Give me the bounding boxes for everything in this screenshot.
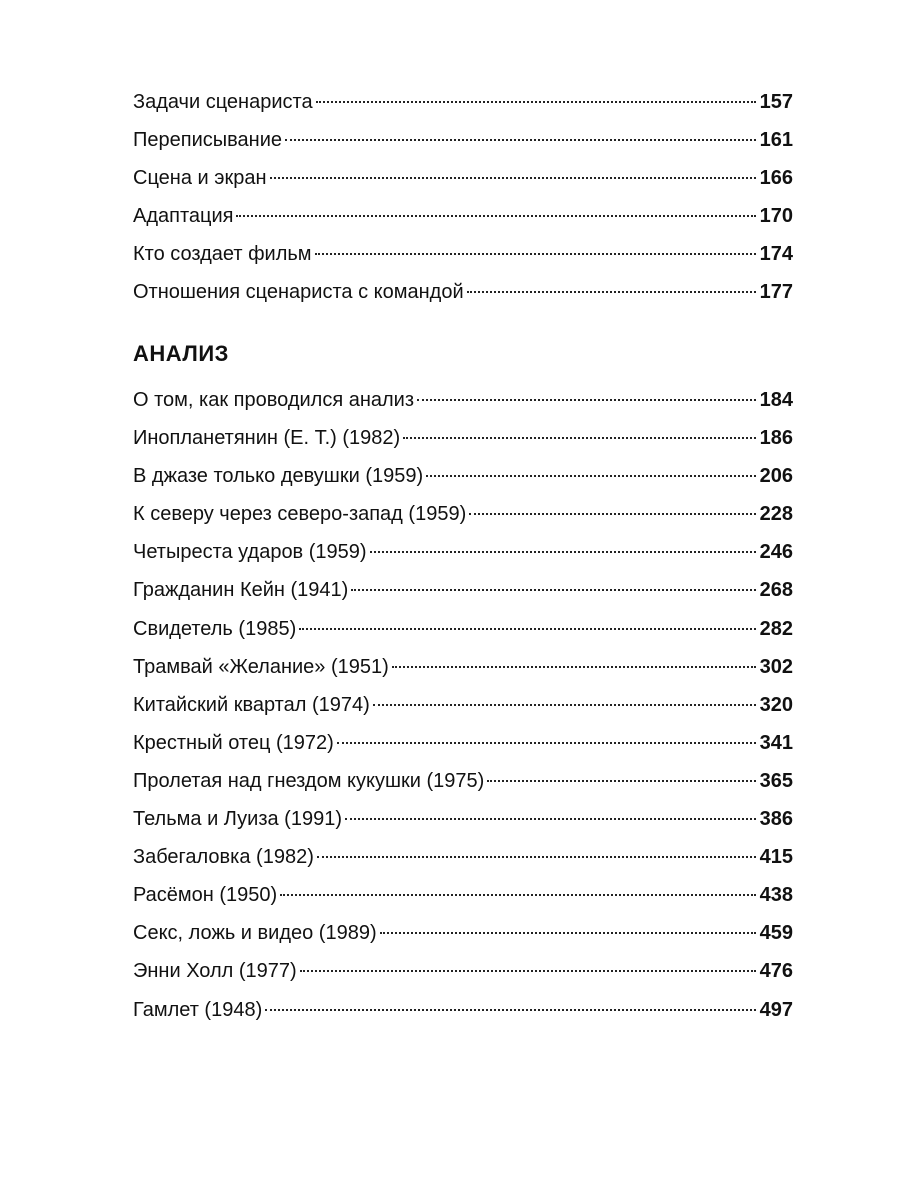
- toc-entry-title: Переписывание: [133, 129, 282, 152]
- toc-entry-title: Сцена и экран: [133, 167, 267, 190]
- toc-dot-leader: [392, 666, 756, 668]
- toc-dot-leader: [403, 437, 755, 439]
- toc-entry-title: Четыреста ударов (1959): [133, 541, 367, 564]
- toc-entry-title: Трамвай «Желание» (1951): [133, 655, 389, 678]
- toc-entry: [133, 495, 793, 533]
- toc-entry-title: Инопланетянин (Е. Т.) (1982): [133, 427, 401, 450]
- toc-entry-page: 282: [759, 617, 793, 640]
- toc-dot-leader: [299, 628, 755, 630]
- toc-entry-title: Адаптация: [133, 205, 234, 228]
- toc-entry-page: 415: [759, 846, 793, 869]
- toc-entry-title: Задачи сценариста: [133, 91, 313, 113]
- section-heading-analysis: АНАЛИЗ: [133, 341, 229, 366]
- toc-entry: [133, 648, 793, 686]
- toc-entry: [133, 838, 793, 876]
- toc-entry-title: Крестный отец (1972): [133, 731, 334, 754]
- toc-entry-title: Гражданин Кейн (1941): [133, 579, 349, 602]
- toc-entry-page: 268: [759, 579, 793, 602]
- toc-entry-title: Гамлет (1948): [133, 998, 263, 1021]
- toc-entry: [133, 914, 793, 952]
- toc-entry: [133, 457, 793, 495]
- toc-entry: [133, 83, 793, 121]
- toc-entry: [133, 686, 793, 724]
- toc-entry: [133, 121, 793, 159]
- toc-dot-leader: [315, 253, 756, 255]
- toc-entry: [133, 952, 793, 990]
- toc-entry: [133, 381, 793, 419]
- toc-entry-page: 170: [759, 205, 793, 228]
- toc-section-continued: [133, 83, 793, 312]
- toc-entry: [133, 876, 793, 914]
- toc-entry-page: 386: [759, 808, 793, 831]
- toc-entry-title: О том, как проводился анализ: [133, 389, 415, 411]
- toc-entry-title: Энни Холл (1977): [133, 960, 297, 983]
- toc-dot-leader: [469, 513, 755, 515]
- toc-dot-leader: [337, 742, 756, 744]
- toc-entry: [133, 235, 793, 273]
- toc-entry-page: 186: [759, 427, 793, 450]
- toc-dot-leader: [300, 970, 756, 972]
- toc-entry-page: 161: [759, 129, 793, 152]
- toc-entry-title: Забегаловка (1982): [133, 846, 314, 869]
- toc-entry-page: 228: [759, 503, 793, 526]
- toc-dot-leader: [236, 215, 755, 217]
- toc-entry-title: К северу через северо-запад (1959): [133, 503, 467, 526]
- toc-dot-leader: [380, 932, 756, 934]
- toc-entry-title: Свидетель (1985): [133, 617, 297, 640]
- toc-entry-page: 177: [759, 281, 793, 304]
- toc-dot-leader: [280, 894, 755, 896]
- toc-entry-page: 174: [759, 243, 793, 266]
- toc-entry-title: Китайский квартал (1974): [133, 693, 370, 716]
- toc-dot-leader: [270, 177, 756, 179]
- toc-entry: [133, 273, 793, 311]
- toc-dot-leader: [426, 475, 755, 477]
- toc-entry-page: 320: [759, 693, 793, 716]
- toc-entry-page: 341: [759, 731, 793, 754]
- toc-dot-leader: [316, 101, 756, 103]
- toc-dot-leader: [487, 780, 755, 782]
- toc-entry-page: 459: [759, 922, 793, 945]
- toc-entry-title: Пролетая над гнездом кукушки (1975): [133, 769, 485, 792]
- toc-dot-leader: [265, 1009, 755, 1011]
- toc-dot-leader: [285, 139, 756, 141]
- toc-dot-leader: [370, 551, 756, 553]
- toc-entry-page: 497: [759, 998, 793, 1021]
- toc-entry-page: 166: [759, 167, 793, 190]
- toc-entry: [133, 197, 793, 235]
- toc-section-analysis: [133, 381, 793, 1029]
- toc-entry: [133, 991, 793, 1029]
- toc-entry: [133, 159, 793, 197]
- toc-entry-page: 184: [759, 389, 793, 411]
- toc-dot-leader: [417, 399, 756, 401]
- toc-entry: [133, 800, 793, 838]
- toc-entry-title: Отношения сценариста с командой: [133, 281, 464, 304]
- toc-entry-page: 438: [759, 884, 793, 907]
- toc-entry-title: Кто создает фильм: [133, 243, 312, 266]
- toc-dot-leader: [373, 704, 756, 706]
- toc-entry-page: 206: [759, 465, 793, 488]
- toc-entry: [133, 610, 793, 648]
- toc-entry-page: 476: [759, 960, 793, 983]
- toc-entry: [133, 533, 793, 571]
- toc-entry-title: В джазе только девушки (1959): [133, 465, 424, 488]
- toc-entry-page: 246: [759, 541, 793, 564]
- toc-entry-title: Расёмон (1950): [133, 884, 278, 907]
- toc-entry: [133, 419, 793, 457]
- toc-dot-leader: [345, 818, 756, 820]
- toc-entry-page: 157: [759, 91, 793, 113]
- toc-entry-page: 365: [759, 769, 793, 792]
- toc-dot-leader: [351, 589, 755, 591]
- toc-entry-page: 302: [759, 655, 793, 678]
- toc-entry-title: Тельма и Луиза (1991): [133, 808, 342, 831]
- toc-dot-leader: [317, 856, 756, 858]
- toc-dot-leader: [467, 291, 756, 293]
- toc-entry-title: Секс, ложь и видео (1989): [133, 922, 377, 945]
- toc-entry: [133, 762, 793, 800]
- toc-entry: [133, 724, 793, 762]
- toc-entry: [133, 571, 793, 609]
